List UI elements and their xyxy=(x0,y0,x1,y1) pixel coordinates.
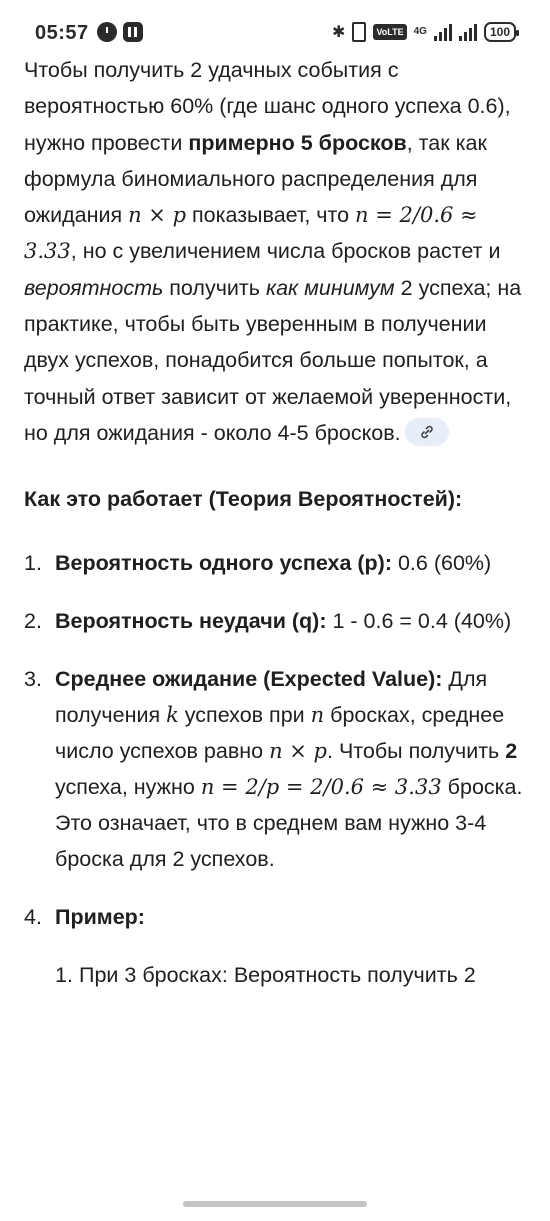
app-notification-icon xyxy=(123,22,143,42)
section-heading: Как это работает (Теория Вероятностей): xyxy=(24,487,463,512)
paragraph-bold: примерно 5 бросков xyxy=(188,130,407,155)
network-type-label: 4G xyxy=(413,26,427,37)
status-left-icons xyxy=(97,22,143,42)
alarm-icon xyxy=(97,22,117,42)
list-item-text: 1 - 0.6 = 0.4 (40%) xyxy=(326,609,512,634)
paragraph-text: Чтобы получить 2 удачных события с вероятностью 60% (где шанс одного успеха 0.6), нужно провести xyxy=(24,58,511,155)
paragraph-text: , так как формула биномиального распределения для ожидания xyxy=(24,130,487,228)
battery-icon: 100 xyxy=(484,22,516,42)
list-item-text: бросках, среднее число успехов равно xyxy=(55,703,505,764)
link-icon xyxy=(419,424,435,440)
bluetooth-icon: ✱ xyxy=(332,24,346,41)
chat-response xyxy=(24,52,524,1015)
paragraph-text: 2 успеха; на практике, чтобы быть уверенным в получении двух успехов, понадобится больше попыток, а точный ответ зависит от желаемой уверенности, но для ожидания - около 4-5 бросков. xyxy=(24,275,522,445)
list-number: 3. xyxy=(24,667,42,692)
list-item-text: 0.6 (60%) xyxy=(392,551,492,576)
math-expression: n = 2/0.6 ≈ 3.33 xyxy=(24,203,478,264)
list-number: 2. xyxy=(24,609,42,634)
list-item-text: При 3 бросках: Вероятность получить 2 xyxy=(79,963,476,988)
math-expression: n × p xyxy=(269,739,327,764)
list-item-label: Среднее ожидание (Expected Value): xyxy=(55,667,443,692)
list-item-text: успехов при xyxy=(178,703,311,728)
math-expression: n = 2/p = 2/0.6 ≈ 3.33 xyxy=(200,775,442,800)
list-item xyxy=(24,661,524,877)
list-item-text: успеха, нужно xyxy=(55,775,201,800)
list-item-text: . Чтобы получить xyxy=(327,739,506,764)
status-bar xyxy=(0,0,550,58)
list-item-label: Вероятность одного успеха (p): xyxy=(55,551,392,576)
list-item-label: Вероятность неудачи (q): xyxy=(55,609,327,634)
math-expression: n xyxy=(310,703,325,728)
answer-paragraph xyxy=(24,52,524,451)
paragraph-italic: как минимум xyxy=(265,275,395,300)
paragraph-text: получить xyxy=(163,275,266,300)
paragraph-italic: вероятность xyxy=(24,275,164,300)
list-item-text: броска. Это означает, что в среднем вам нужно 3-4 броска для 2 успехов. xyxy=(55,775,523,872)
list-number: 4. xyxy=(24,905,42,930)
status-time: 05:57 xyxy=(35,22,89,44)
signal-icon-2 xyxy=(459,23,477,41)
status-right-icons xyxy=(332,22,516,42)
list-number: 1. xyxy=(55,963,73,988)
math-expression: k xyxy=(166,703,179,728)
math-expression: n × p xyxy=(128,203,187,228)
list-number: 1. xyxy=(24,551,42,576)
list-item-bold: 2 xyxy=(505,739,518,764)
signal-icon xyxy=(434,23,452,41)
list-item xyxy=(24,545,524,581)
vibrate-icon xyxy=(352,22,366,42)
ordered-list xyxy=(24,545,524,993)
list-item-text: Для получения xyxy=(55,667,488,728)
list-item-label: Пример: xyxy=(55,905,145,930)
paragraph-text: показывает, что xyxy=(186,203,356,228)
source-link-chip[interactable] xyxy=(405,418,449,446)
home-indicator[interactable] xyxy=(183,1201,367,1207)
list-item xyxy=(24,603,524,639)
nested-list-item xyxy=(55,957,524,993)
volte-icon: VoLTE xyxy=(373,24,406,40)
nested-list xyxy=(55,957,524,993)
paragraph-text: , но с увеличением числа бросков растет и xyxy=(70,239,501,264)
list-item xyxy=(24,899,524,993)
